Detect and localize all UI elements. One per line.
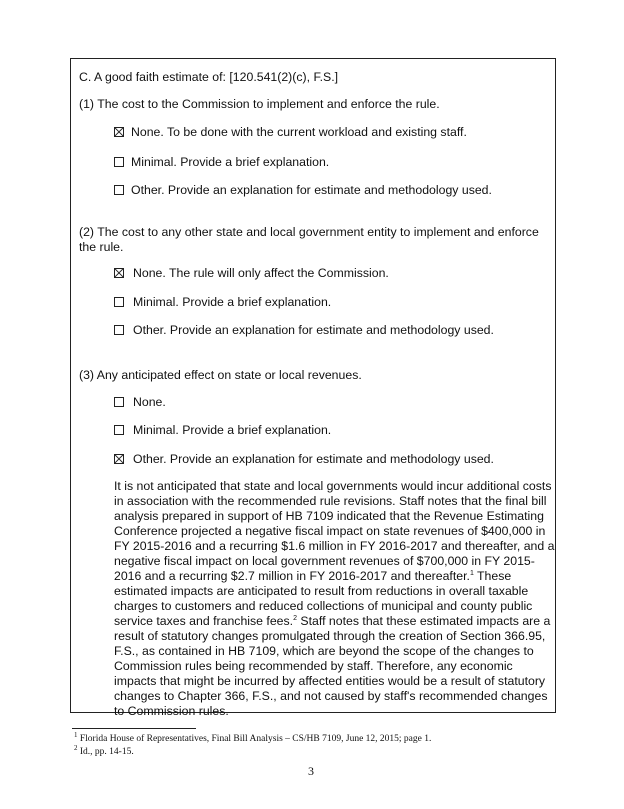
option-label: None. To be done with the current workload and existing staff. <box>131 125 467 139</box>
explanation-line: charges to customers and reduced collections of municipal and county public <box>114 599 533 613</box>
option-label: Minimal. Provide a brief explanation. <box>133 423 332 437</box>
option-label: Other. Provide an explanation for estimate and methodology used. <box>133 452 494 466</box>
checkbox-q2-other[interactable] <box>114 325 124 335</box>
checkbox-q1-minimal[interactable] <box>114 157 124 167</box>
explanation-line: Conference projected a negative fiscal impact on state revenues of $400,000 in <box>114 524 546 538</box>
page-number: 3 <box>308 764 314 778</box>
explanation-line: Commission rules being recommended by staff. Therefore, any economic <box>114 659 513 673</box>
question-3-title: (3) Any anticipated effect on state or local revenues. <box>79 368 362 382</box>
question-2-title: (2) The cost to any other state and local government entity to implement and enforce <box>79 225 539 239</box>
checkbox-q1-other[interactable] <box>114 185 124 195</box>
explanation-line <box>114 614 550 629</box>
checkbox-q2-minimal[interactable] <box>114 297 124 307</box>
option-label: None. The rule will only affect the Commission. <box>133 266 389 280</box>
footnote-ref[interactable]: 2 <box>293 614 297 622</box>
explanation-line: F.S., as contained in HB 7109, which are beyond the scope of the changes to <box>114 644 534 658</box>
explanation-line: negative fiscal impact on local government revenues of $700,000 in FY 2015- <box>114 554 535 568</box>
option-label: Minimal. Provide a brief explanation. <box>131 155 330 169</box>
checkbox-q3-minimal[interactable] <box>114 425 124 435</box>
option-label: Other. Provide an explanation for estimate and methodology used. <box>133 323 494 337</box>
question-2-title-cont: the rule. <box>79 240 124 254</box>
explanation-line: changes to Chapter 366, F.S., and not caused by staff's recommended changes <box>114 689 548 703</box>
footnote-separator <box>72 728 196 729</box>
question-1-title: (1) The cost to the Commission to implement and enforce the rule. <box>79 97 440 111</box>
footnote-2 <box>74 743 134 758</box>
explanation-text: service taxes and franchise fees. <box>114 614 294 628</box>
explanation-line: estimated impacts are anticipated to result from reductions in overall taxable <box>114 584 529 598</box>
explanation-line <box>114 569 511 584</box>
explanation-line: to Commission rules. <box>114 704 229 718</box>
explanation-line: analysis prepared in support of HB 7109 indicated that the Revenue Estimating <box>114 509 544 523</box>
footnote-text: Id., pp. 14-15. <box>77 747 134 757</box>
explanation-line: result of statutory changes promulgated through the creation of Section 366.95, <box>114 629 546 643</box>
option-label: None. <box>133 395 166 409</box>
checkbox-q2-none[interactable] <box>114 268 124 278</box>
explanation-line: It is not anticipated that state and local governments would incur additional costs <box>114 479 552 493</box>
footnote-text: Florida House of Representatives, Final Bill Analysis – CS/HB 7109, June 12, 2015; page 1. <box>77 734 432 744</box>
footnote-mark: 1 <box>74 730 78 739</box>
footnote-1 <box>74 730 432 745</box>
option-label: Other. Provide an explanation for estimate and methodology used. <box>131 183 492 197</box>
explanation-text: 2016 and a recurring $2.7 million in FY 2016-2017 and thereafter. <box>114 569 470 583</box>
checkbox-q3-other[interactable] <box>114 454 124 464</box>
footnote-mark: 2 <box>74 743 78 752</box>
section-heading: C. A good faith estimate of: [120.541(2)(c), F.S.] <box>79 70 339 84</box>
explanation-line: in association with the recommended rule revisions. Staff notes that the final bill <box>114 494 547 508</box>
footnote-ref[interactable]: 1 <box>469 569 474 577</box>
explanation-line: FY 2015-2016 and a recurring $1.6 million in FY 2016-2017 and thereafter, and a <box>114 539 555 553</box>
checkbox-q1-none[interactable] <box>114 127 124 137</box>
explanation-text: Staff notes that these estimated impacts are a <box>297 614 551 628</box>
checkbox-q3-none[interactable] <box>114 397 124 407</box>
option-label: Minimal. Provide a brief explanation. <box>133 295 332 309</box>
explanation-line: impacts that might be incurred by affected entities would be a result of statutory <box>114 674 546 688</box>
explanation-text: These <box>473 569 512 583</box>
